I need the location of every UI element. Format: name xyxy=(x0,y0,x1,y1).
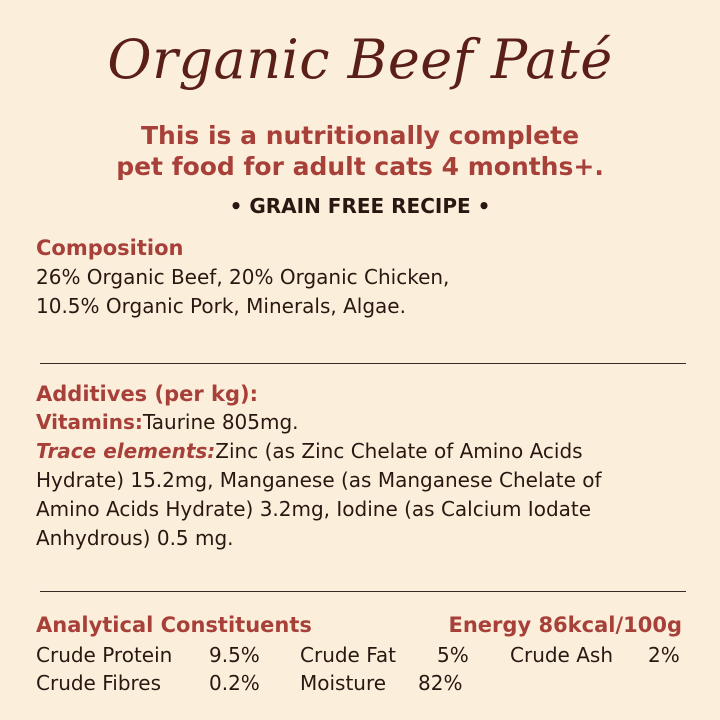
trace-line-3: Amino Acids Hydrate) 3.2mg, Iodine (as Calcium Iodate xyxy=(36,497,592,521)
composition-line-1: 26% Organic Beef, 20% Organic Chicken, xyxy=(36,265,450,289)
crude-fibres-value: 0.2% xyxy=(209,671,260,695)
crude-ash-value: 2% xyxy=(648,643,680,667)
trace-label: Trace elements: xyxy=(36,439,216,463)
product-title: Organic Beef Paté xyxy=(107,28,613,91)
additives-heading: Additives (per kg): xyxy=(36,382,259,406)
subtitle-line-1: This is a nutritionally complete xyxy=(140,121,580,150)
moisture-label: Moisture xyxy=(300,671,387,695)
moisture-value: 82% xyxy=(418,671,463,695)
trace-line-1 xyxy=(36,437,696,466)
crude-fat-value: 5% xyxy=(437,643,469,667)
composition-text xyxy=(36,263,696,321)
crude-protein-value: 9.5% xyxy=(209,643,260,667)
subtitle-line-2: pet food for adult cats 4 months+. xyxy=(116,152,604,181)
vitamins-value: Taurine 805mg. xyxy=(142,410,299,434)
grain-free-tagline: • GRAIN FREE RECIPE • xyxy=(229,194,491,218)
product-subtitle xyxy=(0,120,720,182)
crude-fat-label: Crude Fat xyxy=(300,643,396,667)
trace-text-1: Zinc (as Zinc Chelate of Amino Acids xyxy=(215,439,583,463)
additives-text xyxy=(36,408,696,553)
crude-fibres-label: Crude Fibres xyxy=(36,671,162,695)
trace-line-4: Anhydrous) 0.5 mg. xyxy=(36,526,234,550)
composition-line-2: 10.5% Organic Pork, Minerals, Algae. xyxy=(36,294,406,318)
trace-line-2: Hydrate) 15.2mg, Manganese (as Manganese Chelate of xyxy=(36,468,602,492)
energy-value: Energy 86kcal/100g xyxy=(448,613,682,637)
divider-1 xyxy=(40,363,686,364)
analytical-heading: Analytical Constituents xyxy=(36,613,312,637)
crude-ash-label: Crude Ash xyxy=(510,643,613,667)
vitamins-label: Vitamins: xyxy=(36,410,143,434)
vitamins-line xyxy=(36,408,696,437)
divider-2 xyxy=(40,591,686,592)
crude-protein-label: Crude Protein xyxy=(36,643,173,667)
composition-heading: Composition xyxy=(36,236,184,260)
